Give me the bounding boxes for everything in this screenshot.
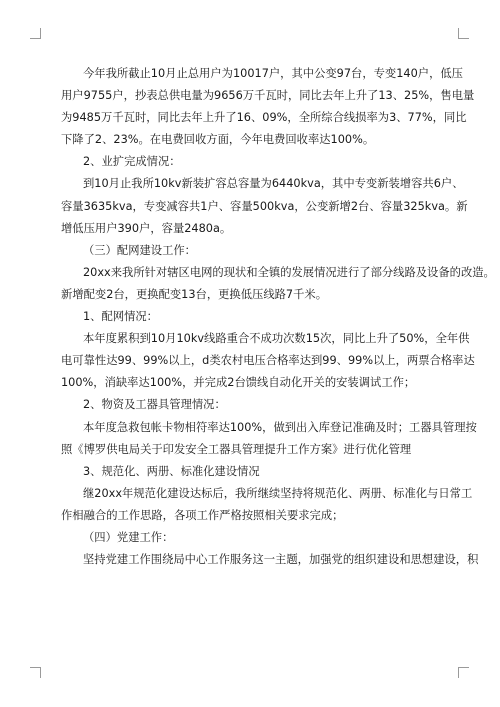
text-line: 100%，消缺率达100%，并完成2台馈线自动化开关的安装调试工作； bbox=[61, 376, 416, 390]
text-line: 增低压用户390户，容量2480a。 bbox=[61, 221, 232, 235]
text-line: （三）配网建设工作： bbox=[83, 243, 196, 257]
crop-mark-top-left bbox=[30, 28, 41, 39]
text-line: 容量3635kva，专变减容共1户、容量500kva，公变新增2台、容量325kva。新 bbox=[61, 199, 468, 213]
text-line: 照《博罗供电局关于印发安全工器具管理提升工作方案》进行优化管理 bbox=[61, 442, 412, 456]
text-line: 用户9755户，抄表总供电量为9656万千瓦时，同比去年上升了13、25%，售电量 bbox=[61, 89, 475, 103]
text-line: 今年我所截止10月止总用户为10017户，其中公变97台，专变140户，低压 bbox=[83, 67, 463, 80]
crop-mark-top-right bbox=[458, 28, 469, 39]
text-line: 新增配变2台，更换配变13台，更换低压线路7千米。 bbox=[61, 287, 327, 301]
text-line: 1、配网情况： bbox=[83, 310, 158, 324]
text-line: 到10月止我所10kv新装扩容总容量为6440kva，其中专变新装增容共6户、 bbox=[83, 177, 464, 191]
crop-mark-bottom-right bbox=[458, 667, 469, 678]
body-text bbox=[61, 63, 495, 571]
text-line: 20xx来我所针对辖区电网的现状和全镇的发展情况进行了部分线路及设备的改造。 bbox=[83, 265, 495, 279]
text-line: 本年度急救包帐卡物相符率达100%，做到出入库登记准确及时；工器具管理按 bbox=[83, 420, 477, 434]
text-line: 继20xx年规范化建设达标后，我所继续坚持将规范化、两册、标准化与日常工 bbox=[83, 486, 473, 500]
text-line: 2、物资及工器具管理情况： bbox=[83, 398, 226, 412]
text-line: 下降了2、23%。在电费回收方面，今年电费回收率达100%。 bbox=[61, 133, 375, 147]
text-line: 本年度累积到10月10kv线路重合不成功次数15次，同比上升了50%，全年供 bbox=[83, 332, 470, 346]
text-line: 3、规范化、两册、标准化建设情况 bbox=[83, 464, 260, 478]
text-line: 为9485万千瓦时，同比去年上升了16、09%，全所综合线损率为3、77%，同比 bbox=[61, 111, 467, 125]
crop-mark-bottom-left bbox=[30, 667, 41, 678]
text-line: 电可靠性达99、99%以上，d类农村电压合格率达到99、99%以上，两票合格率达 bbox=[61, 354, 475, 368]
text-line: 2、业扩完成情况： bbox=[83, 155, 181, 169]
text-line: 作相融合的工作思路，各项工作严格按照相关要求完成； bbox=[61, 508, 344, 522]
text-line: （四）党建工作： bbox=[83, 530, 174, 544]
text-line: 坚持党建工作围绕局中心工作服务这一主题，加强党的组织建设和思想建设，积 bbox=[83, 553, 479, 567]
